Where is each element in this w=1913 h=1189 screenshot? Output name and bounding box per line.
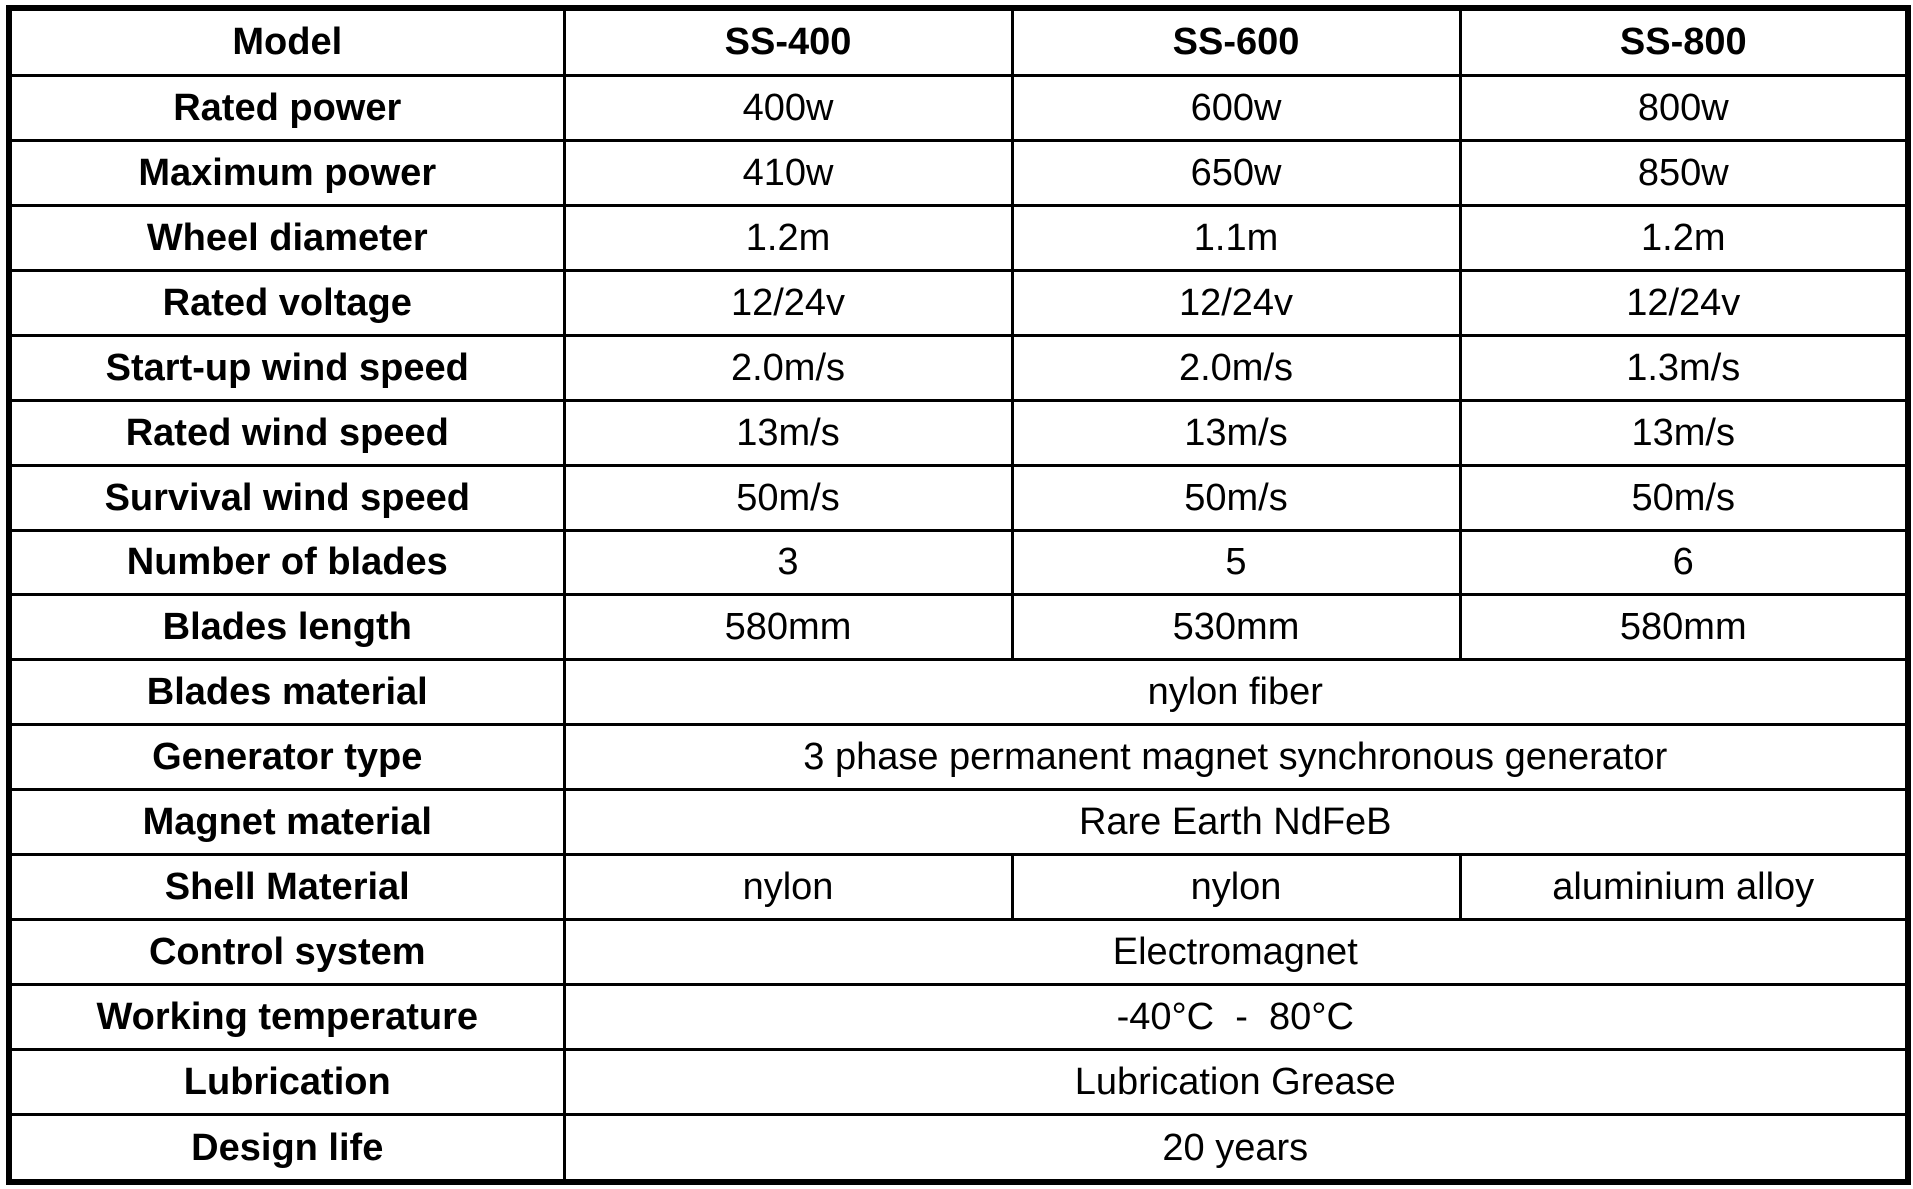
header-label-cell: Model: [9, 8, 564, 75]
row-label-cell: Magnet material: [9, 790, 564, 855]
table-row: [9, 1050, 1908, 1115]
table-row: [9, 270, 1908, 335]
row-label-cell: Number of blades: [9, 530, 564, 595]
value-cell: 1.3m/s: [1460, 335, 1908, 400]
value-cell: 530mm: [1012, 595, 1460, 660]
table-row: [9, 140, 1908, 205]
row-label-cell: Generator type: [9, 725, 564, 790]
value-cell: 12/24v: [564, 270, 1012, 335]
table-row: [9, 595, 1908, 660]
row-label-cell: Maximum power: [9, 140, 564, 205]
value-cell: 12/24v: [1012, 270, 1460, 335]
value-cell: 410w: [564, 140, 1012, 205]
table-row: [9, 920, 1908, 985]
row-label-cell: Wheel diameter: [9, 205, 564, 270]
table-row: [9, 465, 1908, 530]
value-cell: 800w: [1460, 75, 1908, 140]
row-label-cell: Lubrication: [9, 1050, 564, 1115]
row-label-cell: Control system: [9, 920, 564, 985]
value-cell: 2.0m/s: [564, 335, 1012, 400]
merged-value-cell: -40°C - 80°C: [564, 985, 1908, 1050]
header-model-cell: SS-800: [1460, 8, 1908, 75]
row-label-cell: Start-up wind speed: [9, 335, 564, 400]
table-row: [9, 985, 1908, 1050]
value-cell: 50m/s: [564, 465, 1012, 530]
value-cell: 5: [1012, 530, 1460, 595]
value-cell: 1.1m: [1012, 205, 1460, 270]
value-cell: 12/24v: [1460, 270, 1908, 335]
merged-value-cell: Electromagnet: [564, 920, 1908, 985]
table-row: [9, 725, 1908, 790]
table-row: [9, 855, 1908, 920]
value-cell: 50m/s: [1012, 465, 1460, 530]
table-row: [9, 530, 1908, 595]
merged-value-cell: nylon fiber: [564, 660, 1908, 725]
value-cell: 3: [564, 530, 1012, 595]
value-cell: 580mm: [564, 595, 1012, 660]
table-row: [9, 400, 1908, 465]
table-header-row: [9, 8, 1908, 75]
value-cell: 650w: [1012, 140, 1460, 205]
value-cell: 850w: [1460, 140, 1908, 205]
value-cell: 6: [1460, 530, 1908, 595]
merged-value-cell: 3 phase permanent magnet synchronous generator: [564, 725, 1908, 790]
header-model-cell: SS-600: [1012, 8, 1460, 75]
value-cell: 1.2m: [1460, 205, 1908, 270]
spec-table: [6, 5, 1911, 1185]
merged-value-cell: 20 years: [564, 1115, 1908, 1182]
table-row: [9, 205, 1908, 270]
table-row: [9, 1115, 1908, 1182]
row-label-cell: Blades length: [9, 595, 564, 660]
value-cell: aluminium alloy: [1460, 855, 1908, 920]
value-cell: 580mm: [1460, 595, 1908, 660]
row-label-cell: Working temperature: [9, 985, 564, 1050]
value-cell: 50m/s: [1460, 465, 1908, 530]
row-label-cell: Rated voltage: [9, 270, 564, 335]
value-cell: 13m/s: [1012, 400, 1460, 465]
row-label-cell: Survival wind speed: [9, 465, 564, 530]
value-cell: 13m/s: [1460, 400, 1908, 465]
row-label-cell: Design life: [9, 1115, 564, 1182]
value-cell: nylon: [564, 855, 1012, 920]
value-cell: nylon: [1012, 855, 1460, 920]
value-cell: 400w: [564, 75, 1012, 140]
table-row: [9, 660, 1908, 725]
row-label-cell: Blades material: [9, 660, 564, 725]
header-model-cell: SS-400: [564, 8, 1012, 75]
value-cell: 600w: [1012, 75, 1460, 140]
value-cell: 2.0m/s: [1012, 335, 1460, 400]
table-row: [9, 75, 1908, 140]
merged-value-cell: Lubrication Grease: [564, 1050, 1908, 1115]
row-label-cell: Rated wind speed: [9, 400, 564, 465]
value-cell: 1.2m: [564, 205, 1012, 270]
merged-value-cell: Rare Earth NdFeB: [564, 790, 1908, 855]
table-row: [9, 790, 1908, 855]
row-label-cell: Rated power: [9, 75, 564, 140]
table-row: [9, 335, 1908, 400]
value-cell: 13m/s: [564, 400, 1012, 465]
row-label-cell: Shell Material: [9, 855, 564, 920]
